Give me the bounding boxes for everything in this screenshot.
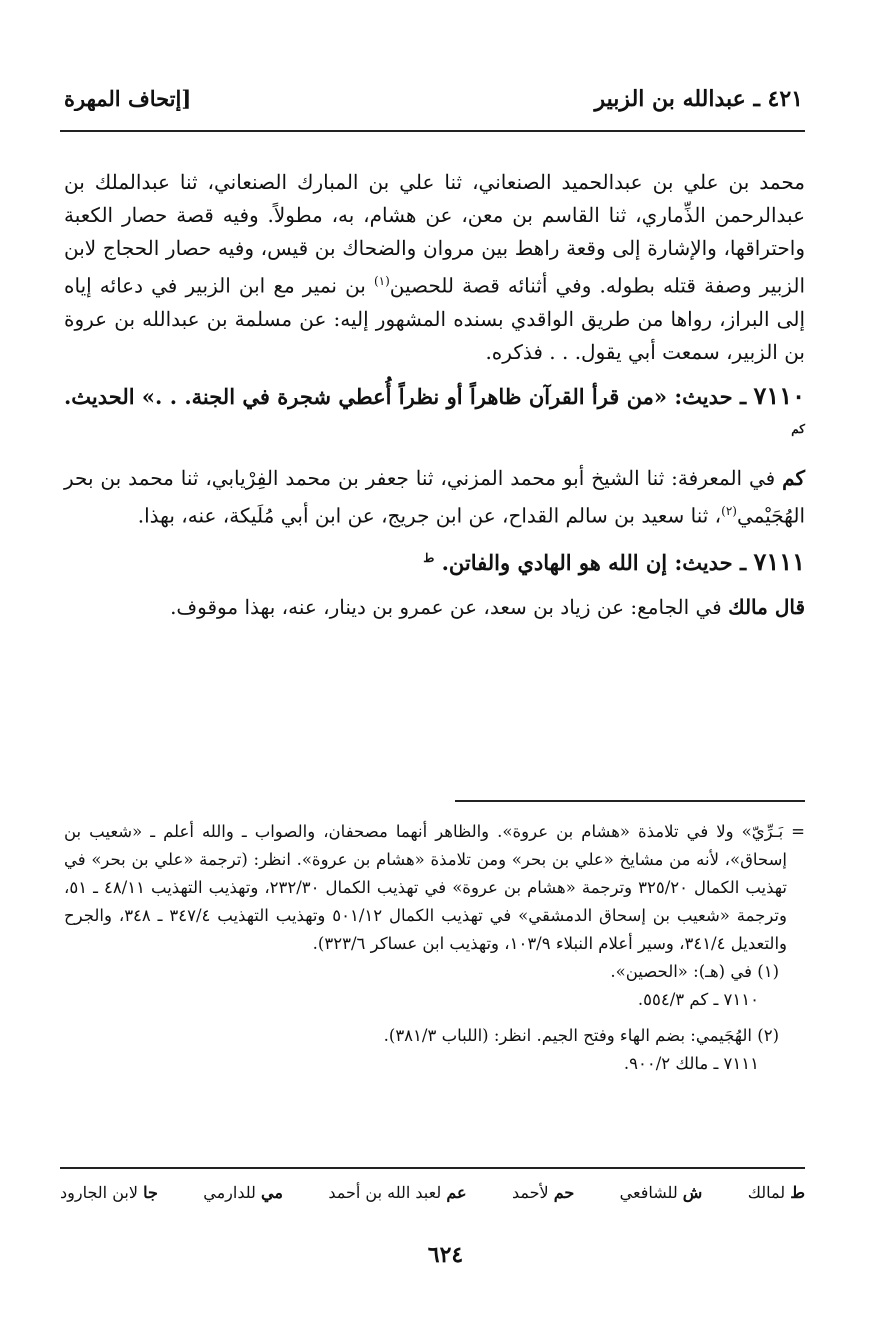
hadith-heading-7111: [64, 542, 805, 579]
main-text: [64, 166, 805, 634]
abbr-label: لأحمد: [511, 1183, 549, 1202]
abbr-item: [748, 1183, 805, 1202]
footnotes: [64, 818, 805, 1078]
abbr-code: جا: [143, 1183, 158, 1202]
isnad-paragraph-2: [64, 462, 805, 533]
hadith-text: ـ حديث: إن الله هو الهادي والفاتن.: [441, 550, 754, 576]
footnote-ref-1: (١): [373, 274, 390, 288]
paragraph-text: في الجامع: عن زياد بن سعد، عن عمرو بن دينار، عنه، بهذا موقوف.: [170, 595, 729, 620]
paragraph-text-end: ، ثنا سعيد بن سالم القداح، عن ابن جريج، عن ابن أبي مُلَيكة، عنه، بهذا.: [137, 503, 722, 528]
source-lead: كم: [782, 465, 805, 490]
hadith-heading-7110: [64, 379, 805, 450]
abbr-code: عم: [446, 1183, 467, 1202]
hadith-number: ٧١١٠: [753, 380, 805, 410]
abbr-code: مي: [261, 1183, 283, 1202]
abbr-label: لمالك: [747, 1183, 786, 1202]
abbr-label: لعبد الله بن أحمد: [328, 1183, 442, 1202]
source-lead: قال مالك: [728, 595, 805, 620]
abbr-code: ش: [682, 1183, 703, 1202]
abbreviation-key: [60, 1183, 805, 1202]
abbr-item: [328, 1183, 466, 1202]
paragraph-text-end: بن نمير مع ابن الزبير في دعائه إياه إلى البراز، رواها من طريق الواقدي بسنده المشهور إليه: عن مسلمة بن عبدالله بن عروة بن الزبير، سمعت أبي يقول. . . فذكره.: [64, 273, 805, 364]
abbr-code: ط: [790, 1183, 805, 1202]
abbr-label: للشافعي: [619, 1183, 678, 1202]
hadith-number: ٧١١١: [753, 547, 805, 577]
abbreviation-rule: [60, 1167, 805, 1169]
paragraph-text: في المعرفة: ثنا الشيخ أبو محمد المزني، ثنا جعفر بن محمد الفِرْيابي، ثنا محمد بن بحر الهُجَيْمي: [64, 465, 805, 528]
paragraph-text: محمد بن علي بن عبدالحميد الصنعاني، ثنا علي بن المبارك الصنعاني، ثنا عبدالملك بن عبدالرحمن الذِّماري، ثنا القاسم بن معن، عن هشام، به، مطولاً. وفيه قصة حصار الكعبة واحتراقها، والإشارة إلى وقعة راهط بين مروان والضحاك بن قيس، وفيه حصار الحجاج لابن الزبير وصفة قتله بطوله. وفي أثنائه قصة للحصين: [64, 170, 805, 298]
page-number: ٦٢٤: [427, 1242, 464, 1268]
source-mark: ط: [423, 551, 435, 566]
abbr-item: [203, 1183, 283, 1202]
header-rule: [60, 130, 805, 132]
footnote-rule: [455, 800, 805, 802]
hadith-text: ـ حديث: «من قرأ القرآن ظاهراً أو نظراً أُعطي شجرة في الجنة. . .» الحديث.: [64, 383, 754, 409]
source-mark: كم: [791, 421, 805, 436]
footnote-2: (٢) الهُجَيمي: بضم الهاء وفتح الجيم. انظر: (اللباب ٣٨١/٣).: [383, 1026, 779, 1045]
footnote-ref-2: (٢): [721, 503, 737, 518]
abbr-item: [60, 1183, 158, 1202]
abbr-label: لابن الجارود: [60, 1183, 138, 1202]
footnote-continuation: = بَـرِّيّ» ولا في تلامذة «هشام بن عروة». والظاهر أنهما مصحفان، والصواب ـ والله أعلم ـ «شعيب بن إسحاق»، لأنه من مشايخ «علي بن بحر» ومن تلامذة «هشام بن عروة». انظر: (ترجمة «علي بن بحر» في تهذيب الكمال ٣٢٥/٢٠ وترجمة «هشام بن عروة» في تهذيب الكمال ٢٣٢/٣٠، وتهذيب التهذيب ٤٨/١١ ـ ٥١، وترجمة «شعيب بن إسحاق الدمشقي» في تهذيب الكمال ٥٠١/١٢ وتهذيب التهذيب ٣٤٧/٤ ـ ٣٤٨، والجرح والتعديل ٣٤١/٤، وسير أعلام النبلاء ١٠٣/٩، وتهذيب ابن عساكر ٣٢٣/٦).: [64, 822, 805, 953]
abbr-item: [620, 1183, 703, 1202]
abbr-item: [512, 1183, 574, 1202]
isnad-paragraph-3: [64, 591, 805, 624]
abbr-code: حم: [553, 1183, 575, 1202]
running-header-chapter: ٤٢١ ـ عبدالله بن الزبير: [594, 86, 803, 112]
source-note-7111: ٧١١١ ـ مالك ٩٠٠/٢.: [623, 1054, 759, 1073]
footnote-1: (١) في (هـ): «الحصين».: [610, 962, 779, 981]
abbr-label: للدارمي: [203, 1183, 256, 1202]
isnad-paragraph: [64, 166, 805, 369]
running-header-book-title: [إتحاف المهرة: [64, 86, 192, 111]
source-note-7110: ٧١١٠ ـ كم ٥٥٤/٣.: [637, 990, 759, 1009]
